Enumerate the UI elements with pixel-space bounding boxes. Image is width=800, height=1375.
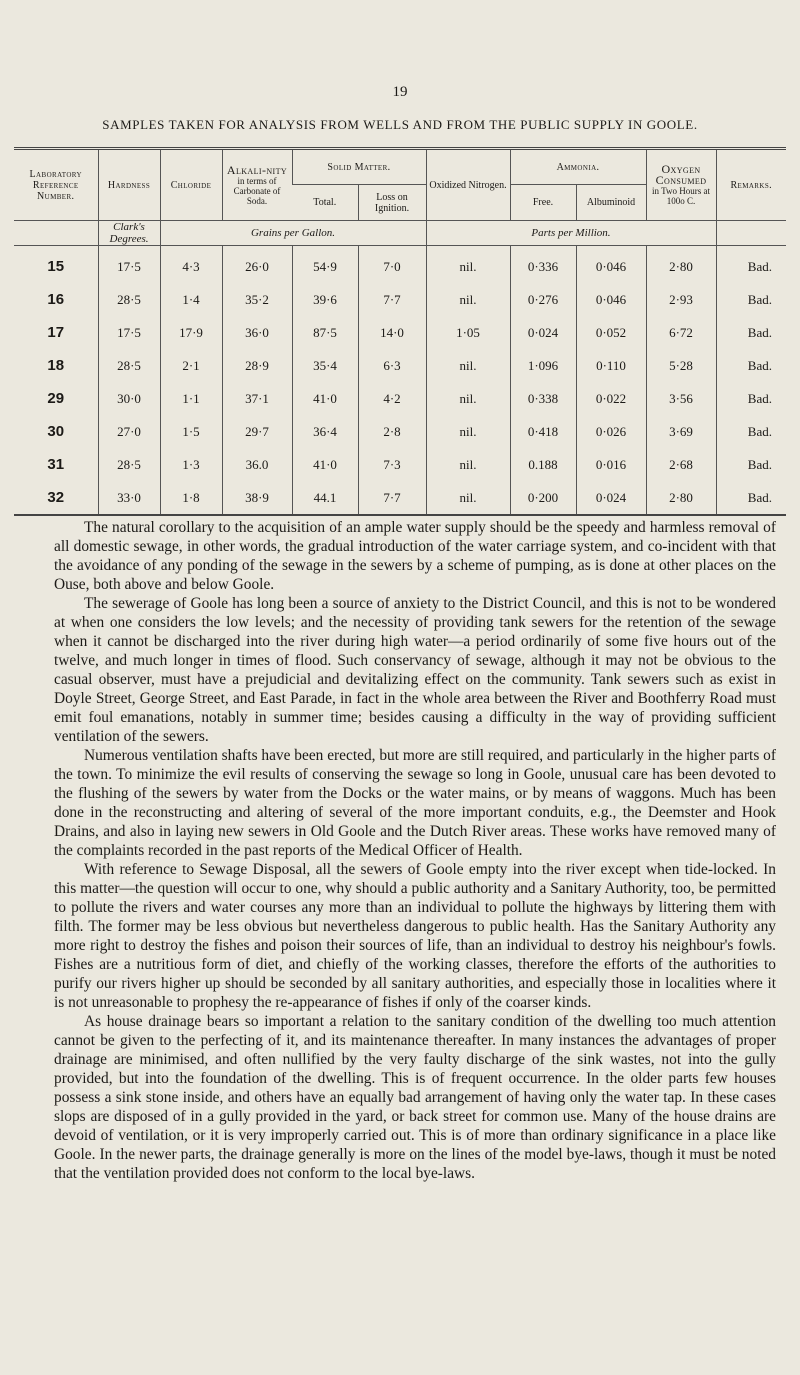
cell-oxygen: 5·28 (646, 349, 716, 382)
cell-oxygen: 3·56 (646, 382, 716, 415)
cell-chloride: 1·5 (160, 415, 222, 448)
cell-albuminoid: 0·110 (576, 349, 646, 382)
header-free: Free. (510, 185, 576, 221)
cell-alkalinity: 38·9 (222, 481, 292, 515)
cell-total: 41·0 (292, 382, 358, 415)
header-alkalinity-sub: in terms of Carbonate of Soda. (233, 175, 281, 206)
cell-free: 0·024 (510, 316, 576, 349)
cell-ref: 18 (47, 357, 65, 374)
cell-hardness: 28·5 (98, 448, 160, 481)
cell-alkalinity: 26·0 (222, 246, 292, 284)
cell-remarks: Bad. (716, 283, 786, 316)
cell-loss: 7·0 (358, 246, 426, 284)
cell-oxygen: 2·80 (646, 246, 716, 284)
cell-alkalinity: 36.0 (222, 448, 292, 481)
cell-hardness: 17·5 (98, 246, 160, 284)
header-lab-ref: Laboratory Reference Number. (14, 149, 98, 221)
cell-remarks: Bad. (716, 415, 786, 448)
cell-oxygen: 2·68 (646, 448, 716, 481)
cell-total: 44.1 (292, 481, 358, 515)
cell-remarks: Bad. (716, 246, 786, 284)
cell-albuminoid: 0·046 (576, 246, 646, 284)
cell-nitrogen: nil. (426, 382, 510, 415)
cell-hardness: 27·0 (98, 415, 160, 448)
cell-total: 39·6 (292, 283, 358, 316)
header-alkalinity (222, 149, 292, 221)
cell-nitrogen: nil. (426, 246, 510, 284)
page-number: 19 (392, 84, 408, 100)
header-oxidized-nitrogen: Oxidized Nitrogen. (426, 149, 510, 221)
header-albuminoid: Albuminoid (576, 185, 646, 221)
header-solid-matter: Solid Matter. (292, 149, 426, 185)
cell-hardness: 28·5 (98, 283, 160, 316)
header-loss-on-ignition: Loss on Ignition. (358, 185, 426, 221)
cell-free: 0.188 (510, 448, 576, 481)
table-row (14, 448, 786, 481)
cell-free: 0·338 (510, 382, 576, 415)
cell-alkalinity: 28·9 (222, 349, 292, 382)
paragraph-sewerage: The sewerage of Goole has long been a source of anxiety to the District Council, and this is not to be wondered at when one considers the low levels; and the necessity of providing tank sewers for the retention of the sewage when it cannot be discharged into the river during high water—a period ordinarily of some five hours out of the twelve, and much longer in times of flood. Such conservancy of sewage, although it may not be obvious to the casual observer, must have a prejudicial and devitalizing effect on the community. Tank sewers such as exist in Doyle Street, George Street, and East Parade, in fact in the whole area between the River and Boothferry Road must emit foul emanations, notably in summer time; besides causing a difficulty in the way of providing sufficient ventilation of the sewers. (54, 595, 776, 745)
header-chloride: Chloride (160, 149, 222, 221)
cell-ref: 32 (14, 481, 98, 515)
cell-total: 54·9 (292, 246, 358, 284)
header-remarks: Remarks. (716, 149, 786, 221)
cell-free: 0·276 (510, 283, 576, 316)
cell-oxygen: 6·72 (646, 316, 716, 349)
cell-remarks: Bad. (716, 481, 786, 515)
cell-ref: 17 (47, 324, 65, 341)
units-grains-per-gallon: Grains per Gallon. (160, 221, 426, 246)
cell-free: 0·200 (510, 481, 576, 515)
cell-alkalinity: 35·2 (222, 283, 292, 316)
cell-free: 1·096 (510, 349, 576, 382)
cell-ref: 29 (47, 390, 65, 407)
cell-ref: 30 (47, 423, 65, 440)
cell-albuminoid: 0·016 (576, 448, 646, 481)
cell-nitrogen: nil. (426, 448, 510, 481)
cell-remarks: Bad. (716, 382, 786, 415)
cell-ref: 31 (47, 456, 65, 473)
table-row (14, 382, 786, 415)
cell-chloride: 2·1 (160, 349, 222, 382)
cell-oxygen: 3·69 (646, 415, 716, 448)
cell-remarks: Bad. (716, 316, 786, 349)
table-heading: SAMPLES TAKEN FOR ANALYSIS FROM WELLS AND FROM THE PUBLIC SUPPLY IN GOOLE. (102, 117, 698, 132)
cell-total: 35·4 (292, 349, 358, 382)
units-parts-per-million: Parts per Million. (426, 221, 716, 246)
table-row (14, 415, 786, 448)
header-ammonia: Ammonia. (510, 149, 646, 185)
paragraph-house-drainage: As house drainage bears so important a relation to the sanitary condition of the dwelling too much attention cannot be given to the perfecting of it, and its maintenance thereafter. In many instances the advantages of proper drainage are minimised, and often nullified by the very faulty discharge of the sink wastes, not into the gully provided, but into the foundation of the dwelling. This is of frequent occurrence. In the older parts few houses possess a sink stone inside, and others have an equally bad arrangement of having only the water tap. In these cases slops are disposed of in a gully provided in the yard, or back street for common use. Many of the house drains are devoid of ventilation, or it is very improperly carried out. This is of more than ordinary significance in a place like Goole. In the newer parts, the drainage generally is more on the lines of the model bye-laws, though it must be noted that the ventilation provided does not conform to the local bye-laws. (54, 1013, 776, 1182)
cell-chloride: 17·9 (160, 316, 222, 349)
table-row (14, 246, 786, 284)
paragraph-ventilation: Numerous ventilation shafts have been erected, but more are still required, and particularly in the higher parts of the town. To minimize the evil results of conserving the sewage so long in Goole, unusual care has been devoted to the flushing of the sewers by water from the Docks or the water mains, or by means of waggons. Much has been done in the reconstructing and altering of several of the more important conduits, e.g., the Deemster and Hook Drains, and also in laying new sewers in Old Goole and the Dutch River areas. These works have removed many of the complaints recorded in the past reports of the Medical Officer of Health. (54, 747, 776, 859)
cell-ref: 15 (47, 258, 65, 275)
cell-albuminoid: 0·052 (576, 316, 646, 349)
header-oxygen-title: Oxygen Consumed (655, 162, 707, 187)
cell-nitrogen: nil. (426, 481, 510, 515)
cell-albuminoid: 0·046 (576, 283, 646, 316)
cell-oxygen: 2·93 (646, 283, 716, 316)
cell-remarks: Bad. (716, 448, 786, 481)
cell-hardness: 33·0 (98, 481, 160, 515)
cell-total: 87·5 (292, 316, 358, 349)
units-blank (14, 221, 98, 246)
table-row (14, 283, 786, 316)
units-remarks-blank (716, 221, 786, 246)
table-row (14, 481, 786, 515)
header-oxygen-sub: in Two Hours at 100o C. (652, 186, 710, 206)
cell-ref: 16 (47, 291, 65, 308)
cell-alkalinity: 37·1 (222, 382, 292, 415)
cell-free: 0·336 (510, 246, 576, 284)
header-oxygen-consumed (646, 149, 716, 221)
cell-nitrogen: nil. (426, 283, 510, 316)
analysis-table (14, 147, 786, 516)
cell-chloride: 1·8 (160, 481, 222, 515)
cell-loss: 7·7 (358, 283, 426, 316)
cell-total: 41·0 (292, 448, 358, 481)
cell-free: 0·418 (510, 415, 576, 448)
cell-chloride: 1·3 (160, 448, 222, 481)
table-row (14, 316, 786, 349)
body-text (54, 518, 776, 1183)
cell-alkalinity: 36·0 (222, 316, 292, 349)
cell-alkalinity: 29·7 (222, 415, 292, 448)
cell-loss: 14·0 (358, 316, 426, 349)
cell-chloride: 1·1 (160, 382, 222, 415)
cell-loss: 7·3 (358, 448, 426, 481)
header-hardness: Hardness (98, 149, 160, 221)
cell-loss: 7·7 (358, 481, 426, 515)
cell-albuminoid: 0·024 (576, 481, 646, 515)
cell-chloride: 4·3 (160, 246, 222, 284)
cell-loss: 6·3 (358, 349, 426, 382)
cell-hardness: 17·5 (98, 316, 160, 349)
header-total: Total. (292, 185, 358, 221)
cell-nitrogen: nil. (426, 415, 510, 448)
cell-remarks: Bad. (716, 349, 786, 382)
cell-loss: 4·2 (358, 382, 426, 415)
header-alkalinity-title: Alkali-nity (226, 162, 288, 177)
table-row (14, 349, 786, 382)
cell-oxygen: 2·80 (646, 481, 716, 515)
paragraph-water-carriage: The natural corollary to the acquisition of an ample water supply should be the speedy and harmless removal of all domestic sewage, in other words, the gradual introduction of the water carriage system, and co-incident with that the avoidance of any ponding of the sewage in the sewers by a scheme of pumping, as is done at other places on the Ouse, both above and below Goole. (54, 519, 776, 593)
cell-nitrogen: nil. (426, 349, 510, 382)
paragraph-sewage-disposal: With reference to Sewage Disposal, all the sewers of Goole empty into the river except when tide-locked. In this matter—the question will occur to one, why should a public authority and a Sanitary Authority, too, be permitted to pollute the rivers and water courses any more than an individual to pollute the highways by littering them with filth. The former may be less obvious but nevertheless dangerous to public health. Has the Sanitary Authority any more right to destroy the fishes and poison their sources of life, than an individual to destroy his neighbour's fowls. Fishes are a nutritious form of diet, and chiefly of the working classes, therefore the efforts of the authorities to purify our rivers higher up should be seconded by all sanitary authorities, and especially those in localities where it is not unreasonable to prophesy the re-appearance of fishes if only of the coarser kinds. (54, 861, 776, 1011)
cell-hardness: 30·0 (98, 382, 160, 415)
cell-nitrogen: 1·05 (426, 316, 510, 349)
units-clarks-degrees: Clark's Degrees. (98, 221, 160, 246)
cell-hardness: 28·5 (98, 349, 160, 382)
cell-loss: 2·8 (358, 415, 426, 448)
cell-total: 36·4 (292, 415, 358, 448)
cell-chloride: 1·4 (160, 283, 222, 316)
cell-albuminoid: 0·022 (576, 382, 646, 415)
cell-albuminoid: 0·026 (576, 415, 646, 448)
